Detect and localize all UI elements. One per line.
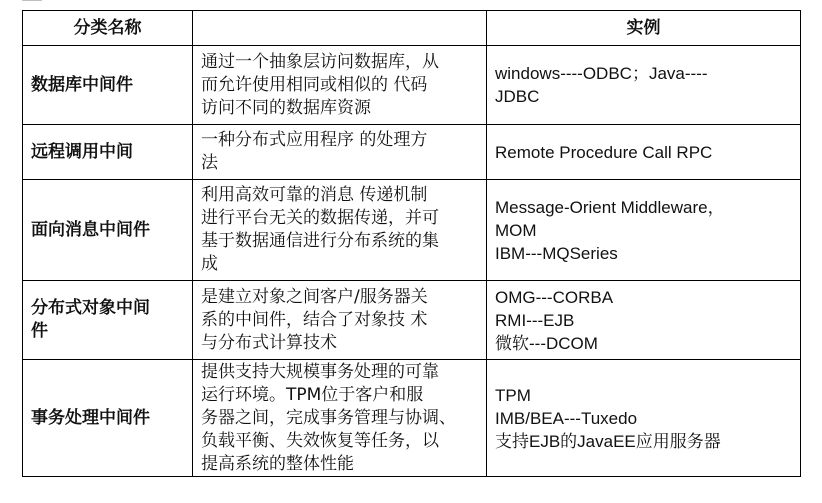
description-line: 务器之间，完成事务管理与协调、 (201, 407, 456, 428)
description-line: 系的中间件，结合了对象技 术 (201, 309, 428, 330)
example-cell (487, 360, 801, 477)
description-line: 提高系统的整体性能 (201, 453, 354, 474)
example-line: IMB/BEA---Tuxedo (495, 408, 638, 428)
header-category: 分类名称 (23, 11, 193, 46)
header-example: 实例 (487, 11, 801, 46)
table-header-row (23, 11, 801, 46)
example-cell (487, 46, 801, 125)
category-cell (23, 125, 193, 180)
example-line: TPM (495, 385, 531, 405)
description-line: 是建立对象之间客户/服务器关 (201, 286, 428, 307)
table-row (23, 281, 801, 360)
description-cell (193, 281, 487, 360)
table-row (23, 125, 801, 180)
example-line: 支持EJB的JavaEE应用服务器 (495, 431, 721, 451)
example-line: Message-Orient Middleware， (495, 197, 725, 217)
table-row (23, 360, 801, 477)
description-cell (193, 125, 487, 180)
table-row (23, 46, 801, 125)
description-line: 基于数据通信进行分布系统的集 (201, 231, 439, 251)
description-cell (193, 180, 487, 281)
description-line: 成 (201, 254, 218, 274)
category-cell (23, 281, 193, 360)
example-cell (487, 125, 801, 180)
category-cell (23, 360, 193, 477)
example-line: OMG---CORBA (495, 287, 614, 307)
description-line: 一种分布式应用程序 的处理方 (201, 130, 428, 150)
category-text: 件 (31, 321, 48, 341)
category-cell (23, 180, 193, 281)
description-cell (193, 360, 487, 477)
category-text: 面向消息中间件 (31, 219, 150, 240)
category-text: 数据库中间件 (31, 74, 133, 95)
page-edge-mark (22, 0, 42, 3)
description-line: 负载平衡、失效恢复等任务，以 (201, 430, 439, 451)
example-line: RMI---EJB (495, 310, 575, 330)
description-cell (193, 46, 487, 125)
example-line: 微软---DCOM (495, 333, 598, 353)
category-text: 远程调用中间 (31, 141, 133, 162)
header-description (193, 11, 487, 46)
example-line: IBM---MQSeries (495, 243, 618, 263)
description-line: 访问不同的数据库资源 (201, 97, 371, 118)
description-line: 进行平台无关的数据传递，并可 (201, 208, 439, 228)
category-text: 事务处理中间件 (31, 407, 150, 428)
example-line: JDBC (495, 87, 540, 106)
description-line: 运行环境。TPM位于客户和服 (201, 384, 424, 405)
description-line: 通过一个抽象层访问数据库，从 (201, 51, 439, 72)
category-text: 分布式对象中间 (31, 298, 150, 318)
category-cell (23, 46, 193, 125)
description-line: 法 (201, 153, 218, 173)
description-line: 提供支持大规模事务处理的可靠 (201, 361, 439, 382)
description-line: 而允许使用相同或相似的 代码 (201, 74, 428, 95)
example-line: windows----ODBC；Java---- (495, 64, 708, 83)
example-cell (487, 180, 801, 281)
example-line: MOM (495, 220, 537, 240)
table-row (23, 180, 801, 281)
description-line: 利用高效可靠的消息 传递机制 (201, 185, 428, 205)
example-cell (487, 281, 801, 360)
description-line: 与分布式计算技术 (201, 332, 337, 353)
middleware-classification-table (22, 10, 801, 477)
example-line: Remote Procedure Call RPC (495, 142, 713, 162)
